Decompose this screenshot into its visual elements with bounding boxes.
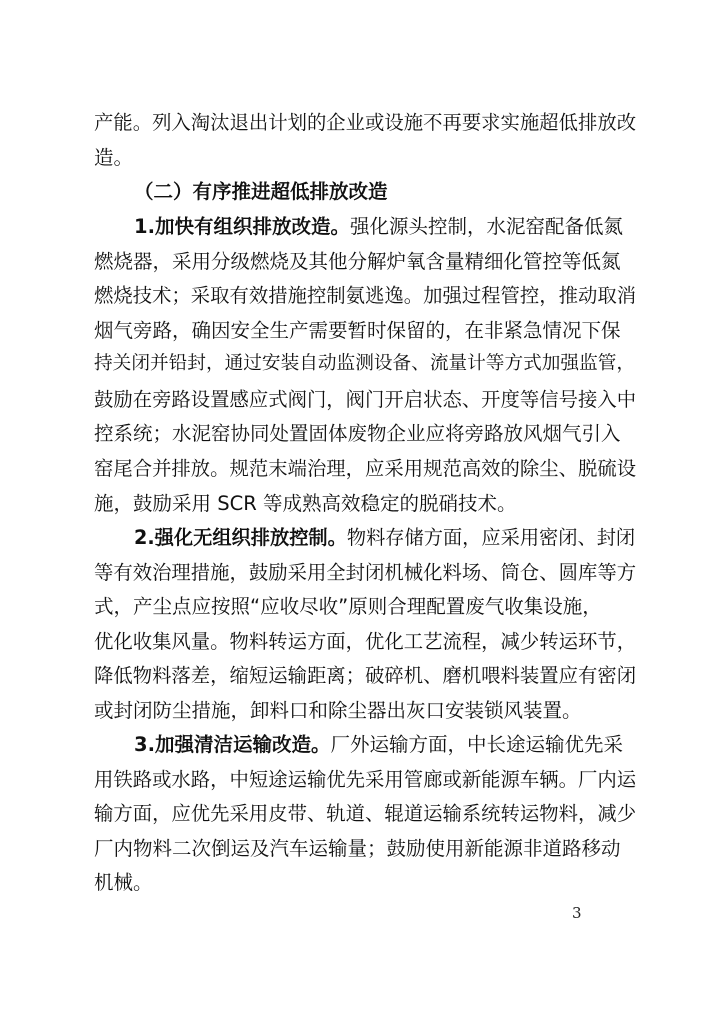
- body-text-line: 施，鼓励采用 SCR 等成熟高效稳定的脱硝技术。: [94, 492, 517, 515]
- body-text-line: 产能。列入淘汰退出计划的企业或设施不再要求实施超低排放改: [94, 111, 637, 134]
- body-text-line: 优化收集风量。物料转运方面，优化工艺流程，减少转运环节，: [94, 630, 637, 653]
- body-text: 厂外运输方面，中长途运输优先采: [330, 733, 623, 756]
- body-text-line: 燃烧技术；采取有效措施控制氨逃逸。加强过程管控，推动取消: [94, 284, 637, 307]
- body-text: 强化源头控制，水泥窑配备低氮: [349, 215, 623, 238]
- body-text-line: 鼓励在旁路设置感应式阀门，阀门开启状态、开度等信号接入中: [94, 388, 637, 411]
- paragraph-first-line: [134, 528, 635, 547]
- body-text-line: 窑尾合并排放。规范末端治理，应采用规范高效的除尘、脱硫设: [94, 457, 637, 480]
- body-text-line: 燃烧器，采用分级燃烧及其他分解炉氧含量精细化管控等低氮: [94, 250, 621, 273]
- body-text-line: 降低物料落差，缩短运输距离；破碎机、磨机喂料装置应有密闭: [94, 664, 637, 687]
- body-text-line: 控系统；水泥窑协同处置固体废物企业应将旁路放风烟气引入: [94, 422, 621, 445]
- body-text-line: 机械。: [94, 871, 153, 894]
- item-heading: 1.加快有组织排放改造。: [134, 215, 350, 238]
- body-text-line: 造。: [94, 146, 134, 169]
- paragraph-first-line: [134, 217, 623, 237]
- page-number: 3: [572, 904, 582, 922]
- body-text-line: 烟气旁路，确因安全生产需要暂时保留的，在非紧急情况下保: [94, 319, 621, 342]
- body-text-line: 输方面，应优先采用皮带、轨道、辊道运输系统转运物料，减少: [94, 802, 637, 825]
- body-text-line: 等有效治理措施，鼓励采用全封闭机械化料场、筒仓、圆库等方: [94, 561, 637, 584]
- body-text-line: 式，产尘点应按照“应收尽收”原则合理配置废气收集设施，: [94, 595, 602, 618]
- paragraph-first-line: [134, 735, 623, 755]
- body-text-line: 用铁路或水路，中短途运输优先采用管廊或新能源车辆。厂内运: [94, 768, 637, 791]
- body-text-line: 或封闭防尘措施，卸料口和除尘器出灰口安装锁风装置。: [94, 699, 582, 722]
- body-text-line: 持关闭并铅封，通过安装自动监测设备、流量计等方式加强监管，: [94, 353, 636, 374]
- item-heading: 3.加强清洁运输改造。: [134, 733, 331, 756]
- section-heading: （二）有序推进超低排放改造: [134, 180, 388, 203]
- body-text-line: 厂内物料二次倒运及汽车运输量；鼓励使用新能源非道路移动: [94, 837, 621, 860]
- item-heading: 2.强化无组织排放控制。: [134, 526, 347, 549]
- body-text: 物料存储方面，应采用密闭、封闭: [346, 526, 636, 549]
